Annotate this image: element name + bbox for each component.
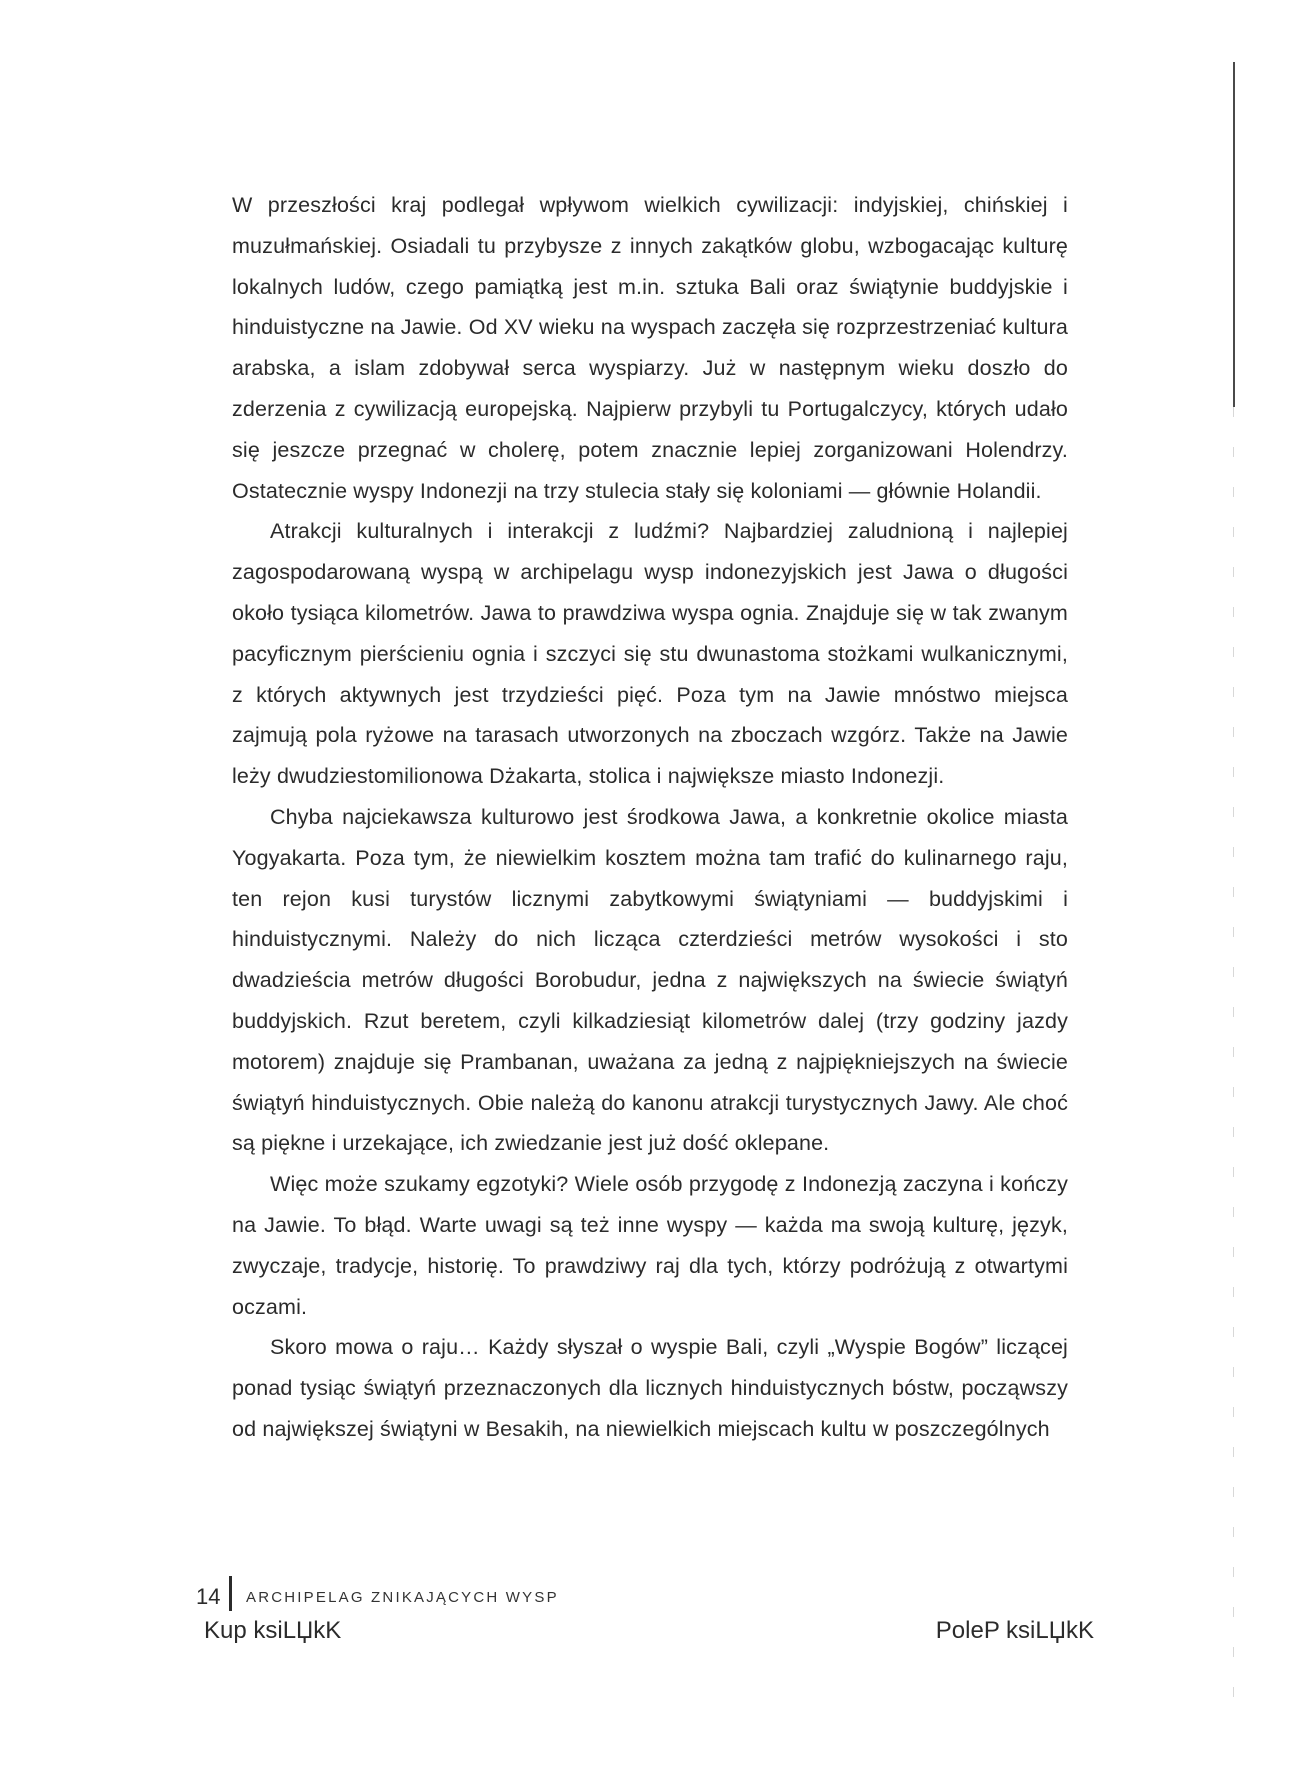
paragraph: W przeszłości kraj podlegał wpływom wielkich cywilizacji: indyjskiej, chińskiej i muzułmańskiej. Osiadali tu przybysze z innych zakątków globu, wzbogacając kulturę lokalnych ludów, czego pamiątką jest m.in. sztuka Bali oraz świątynie buddyjskie i hinduistyczne na Jawie. Od XV wieku na wyspach zaczęła się rozprzestrzeniać kultura arabska, a islam zdobywał serca wyspiarzy. Już w następnym wieku doszło do zderzenia z cywilizacją europejską. Najpierw przybyli tu Portugalczycy, których udało się jeszcze przegnać w cholerę, potem znacznie lepiej zorganizowani Holendrzy. Ostatecznie wyspy Indonezji na trzy stulecia stały się koloniami — głównie Holandii.: [232, 193, 1068, 503]
paragraph: Skoro mowa o raju… Każdy słyszał o wyspie Bali, czyli „Wyspie Bogów” liczącej ponad tysiąc świątyń przeznaczonych dla licznych hinduistycznych bóstw, począwszy od największej świątyni w Besakih, na niewielkich miejscach kultu w poszczególnych: [232, 1335, 1068, 1441]
paragraph: Więc może szukamy egzotyki? Wiele osób przygodę z Indonezją zaczyna i kończy na Jawie. To błąd. Warte uwagi są też inne wyspy — każda ma swoją kulturę, język, zwyczaje, tradycje, historię. To prawdziwy raj dla tych, którzy podróżują z otwartymi oczami.: [232, 1172, 1068, 1319]
page-number: 14: [196, 1584, 221, 1609]
page-edge-line: [1233, 62, 1235, 407]
page-edge-faint-line: [1233, 407, 1234, 1707]
footer-divider: [229, 1576, 232, 1611]
buy-book-link[interactable]: Kup ksiLЏkK: [204, 1617, 342, 1644]
body-text: [232, 185, 1068, 1450]
running-title: ARCHIPELAG ZNIKAJĄCYCH WYSP: [246, 1589, 559, 1606]
recommend-book-link[interactable]: PoleP ksiLЏkK: [935, 1617, 1094, 1644]
paragraph: Atrakcji kulturalnych i interakcji z ludźmi? Najbardziej zaludnioną i najlepiej zagospodarowaną wyspą w archipelagu wysp indonezyjskich jest Jawa o długości około tysiąca kilometrów. Jawa to prawdziwa wyspa ognia. Znajduje się w tak zwanym pacyficznym pierścieniu ognia i szczyci się stu dwunastoma stożkami wulkanicznymi, z których aktywnych jest trzydzieści pięć. Poza tym na Jawie mnóstwo miejsca zajmują pola ryżowe na tarasach utworzonych na zboczach wzgórz. Także na Jawie leży dwudziestomilionowa Dżakarta, stolica i największe miasto Indonezji.: [232, 519, 1068, 789]
paragraph: Chyba najciekawsza kulturowo jest środkowa Jawa, a konkretnie okolice miasta Yogyakarta. Poza tym, że niewielkim kosztem można tam trafić do kulinarnego raju, ten rejon kusi turystów licznymi zabytkowymi świątyniami — buddyjskimi i hinduistycznymi. Należy do nich licząca czterdzieści metrów wysokości i sto dwadzieścia metrów długości Borobudur, jedna z największych na świecie świątyń buddyjskich. Rzut beretem, czyli kilkadziesiąt kilometrów dalej (trzy godziny jazdy motorem) znajduje się Prambanan, uważana za jedną z najpiękniejszych na świecie świątyń hinduistycznych. Obie należą do kanonu atrakcji turystycznych Jawy. Ale choć są piękne i urzekające, ich zwiedzanie jest już dość oklepane.: [232, 804, 1068, 1156]
